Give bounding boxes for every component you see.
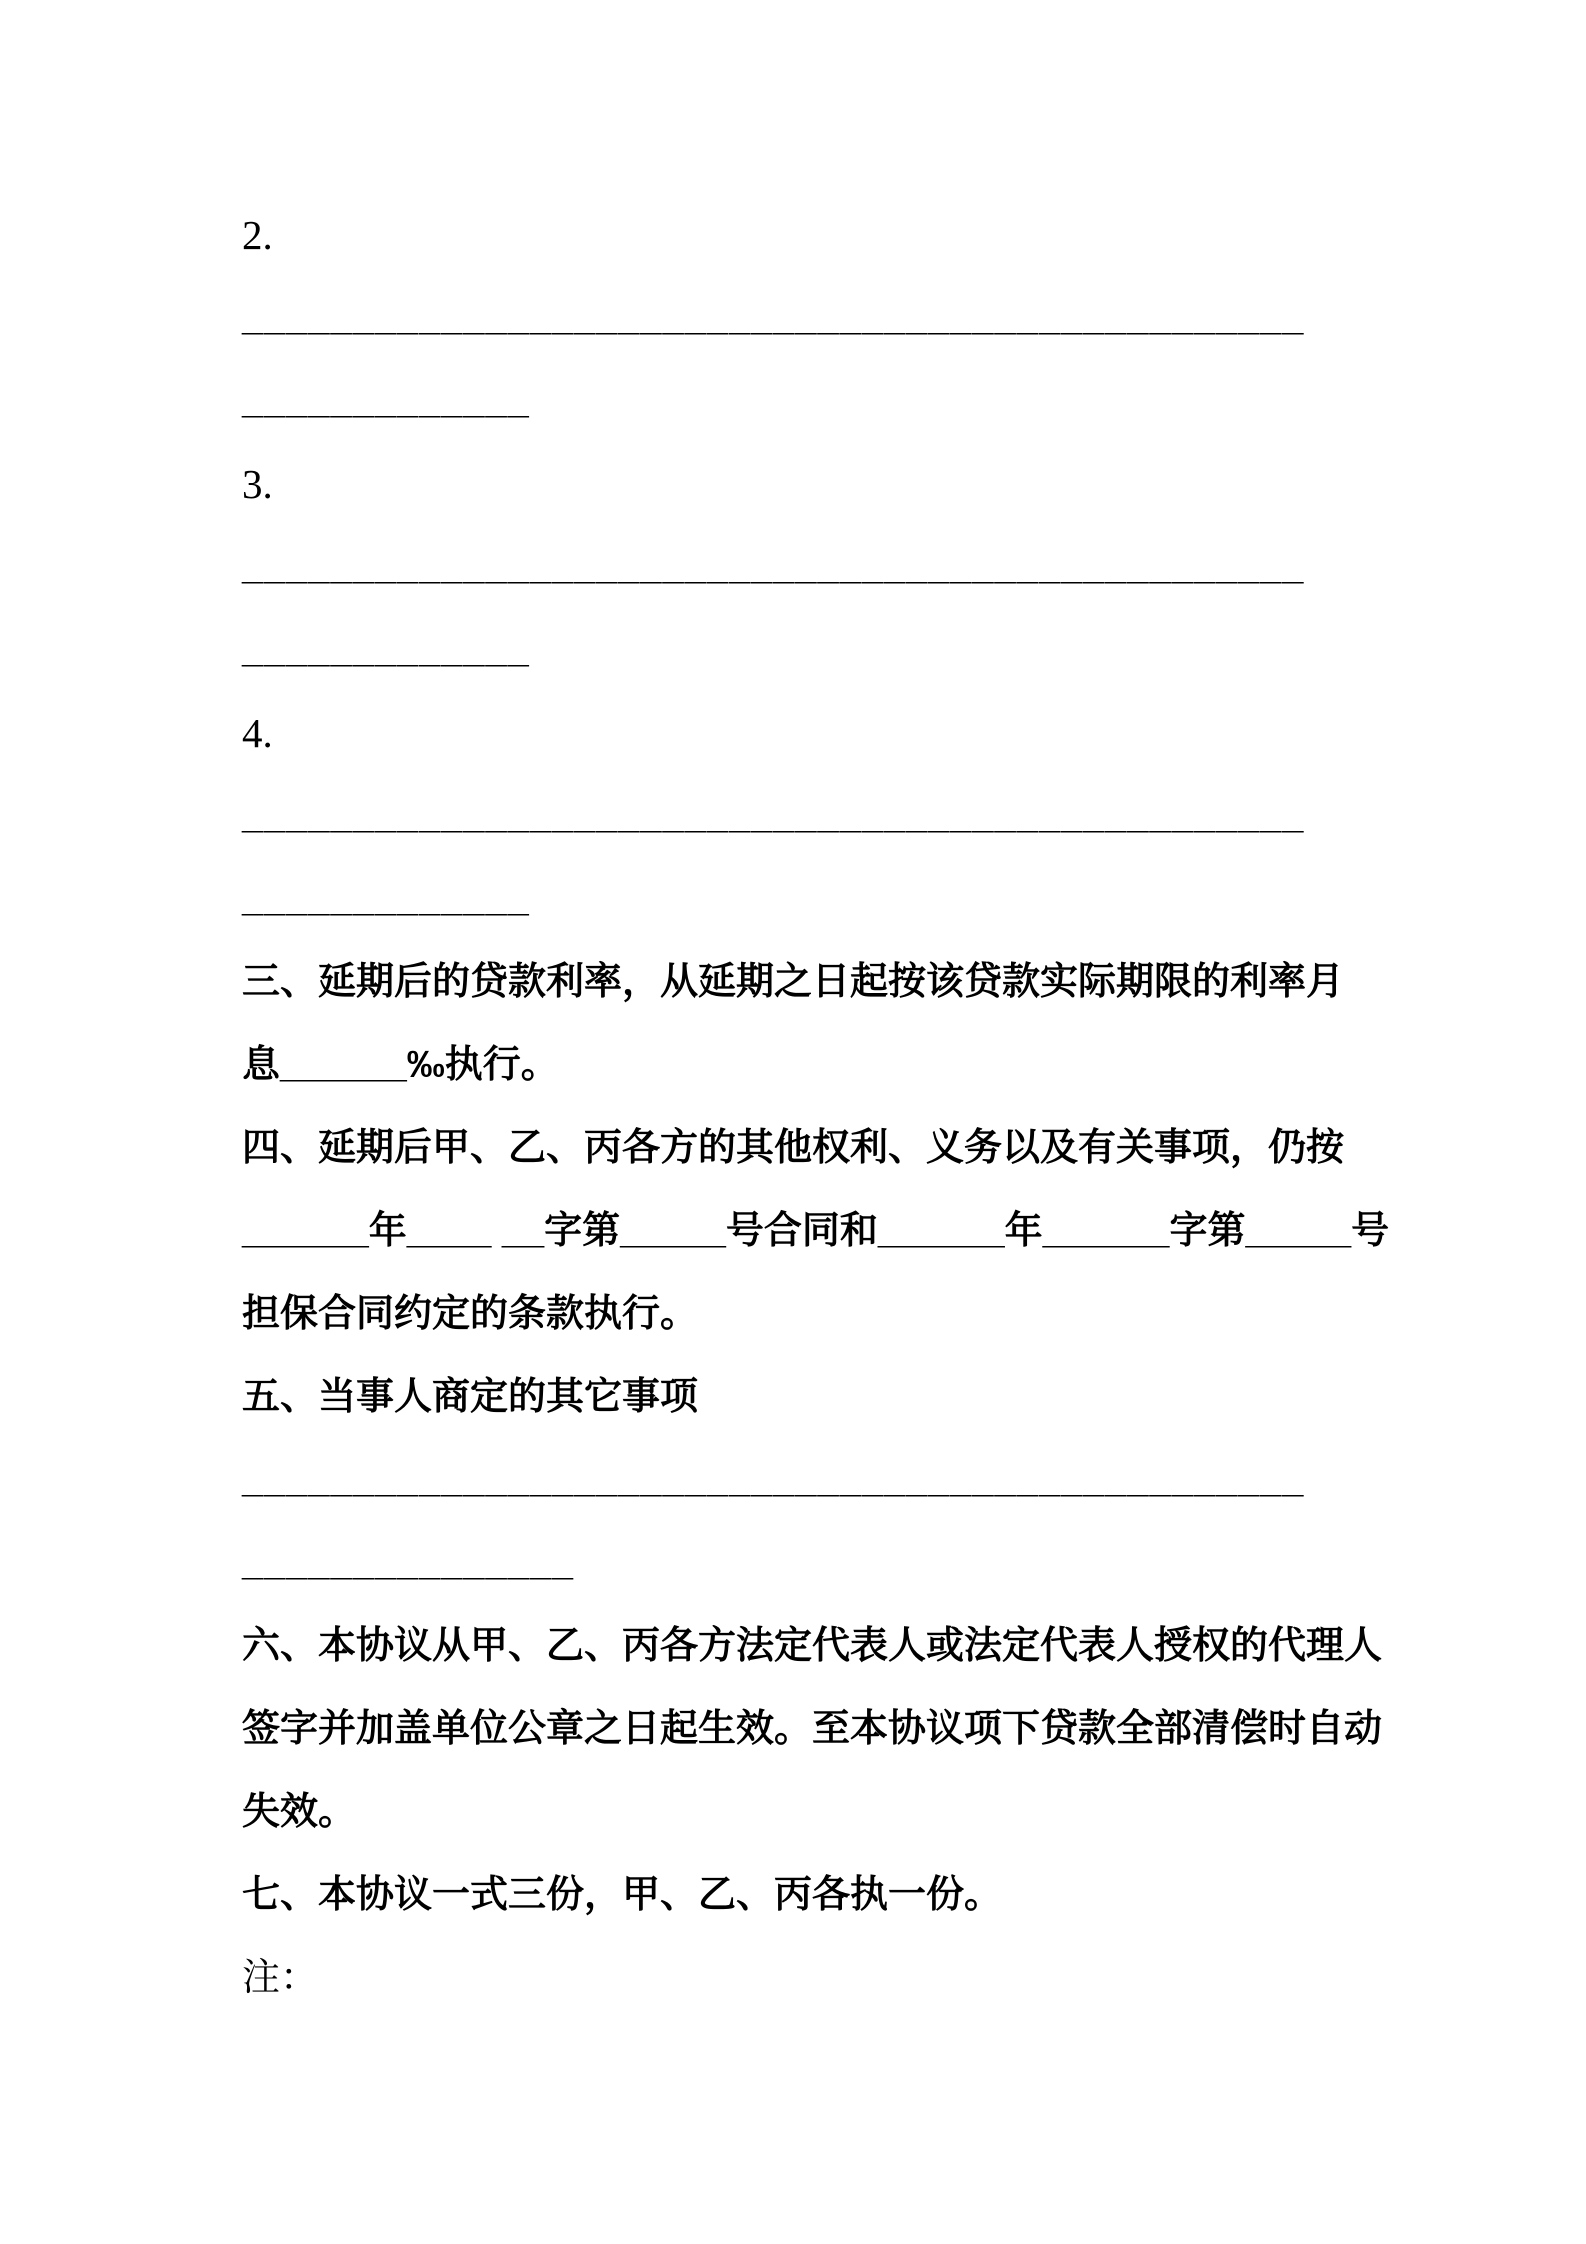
clause-four-line-2: ______年____ __字第_____号合同和______年______字第_____号 <box>242 1210 1390 1252</box>
blank-line-long-2: ________________________________________________ <box>242 546 1305 588</box>
note-label: 注： <box>242 1957 319 1999</box>
list-item-number-2: 2. <box>242 212 273 258</box>
clause-seven-text: 七、本协议一式三份，甲、乙、丙各执一份。 <box>242 1874 1003 1916</box>
clause-three-line-2: 息______‰执行。 <box>242 1044 559 1086</box>
blank-line-long-3: ________________________________________________ <box>242 795 1305 837</box>
blank-line-short-3: _____________ <box>242 878 530 920</box>
blank-line-long-1: ________________________________________________ <box>242 297 1305 339</box>
clause-four-line-3: 担保合同约定的条款执行。 <box>242 1293 699 1335</box>
clause-five-heading: 五、当事人商定的其它事项 <box>242 1376 699 1418</box>
blank-line-long-4: ________________________________________________ <box>242 1459 1305 1501</box>
list-item-number-4: 4. <box>242 710 273 756</box>
blank-line-short-1: _____________ <box>242 380 530 422</box>
clause-six-line-3: 失效。 <box>242 1791 357 1833</box>
clause-six-line-1: 六、本协议从甲、乙、丙各方法定代表人或法定代表人授权的代理人 <box>242 1625 1383 1667</box>
document-content-column <box>242 194 1402 2020</box>
blank-line-short-2: _____________ <box>242 629 530 671</box>
clause-three-line-1: 三、延期后的贷款利率，从延期之日起按该贷款实际期限的利率月 <box>242 961 1345 1003</box>
clause-four-line-1: 四、延期后甲、乙、丙各方的其他权利、义务以及有关事项，仍按 <box>242 1127 1345 1169</box>
clause-six-line-2: 签字并加盖单位公章之日起生效。至本协议项下贷款全部清偿时自动 <box>242 1708 1383 1750</box>
blank-line-short-4: _______________ <box>242 1542 575 1584</box>
list-item-number-3: 3. <box>242 461 273 507</box>
